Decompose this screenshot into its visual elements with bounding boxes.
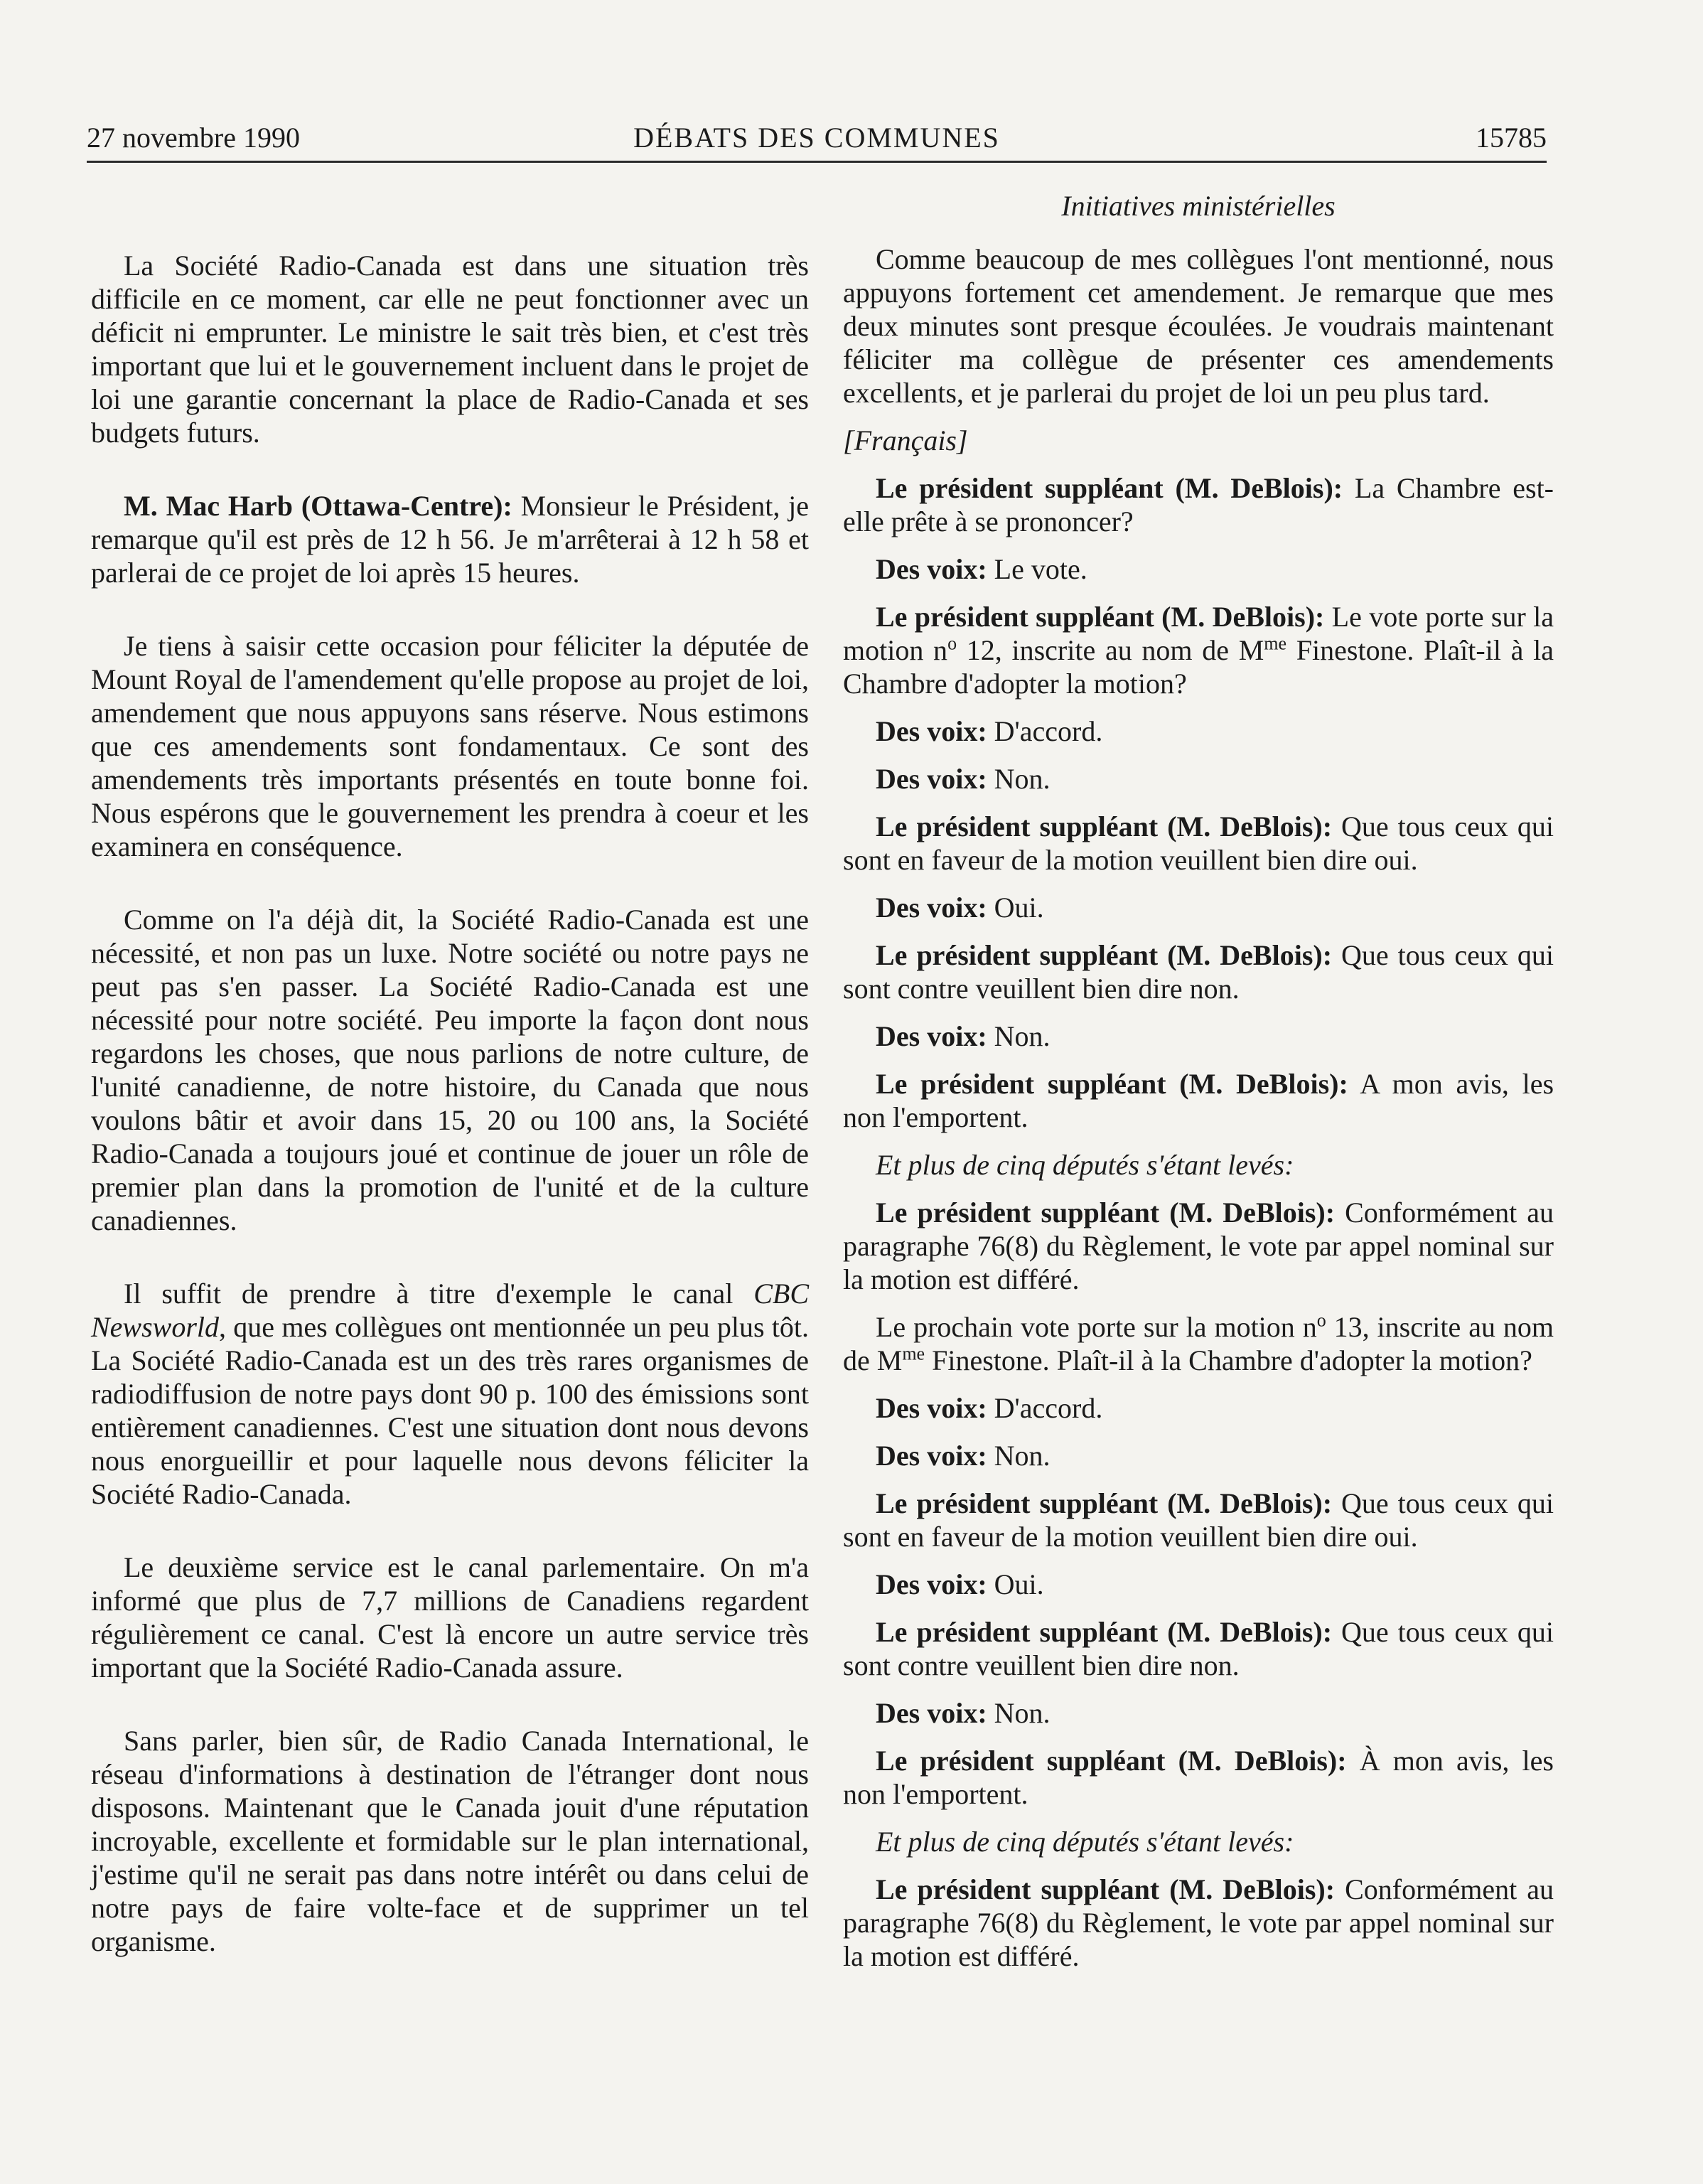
speech-chair: Le président suppléant (M. DeBlois): Conformément au paragraphe 76(8) du Règlement, le vote par appel nominal sur la motion est différé.	[843, 1873, 1554, 1972]
stage-direction: Et plus de cinq députés s'étant levés:	[876, 1149, 1294, 1181]
speech-voices: Des voix: Non.	[876, 1020, 1051, 1052]
speech-chair: Le président suppléant (M. DeBlois): Conformément au paragraphe 76(8) du Règlement, le vote par appel nominal sur la motion est différé.	[843, 1197, 1554, 1295]
header-date: 27 novembre 1990	[87, 122, 300, 154]
speech-voices: Des voix: Non.	[876, 1697, 1051, 1729]
speech-voices: Des voix: Non.	[876, 763, 1051, 795]
speech-chair: Le président suppléant (M. DeBlois): Que tous ceux qui sont contre veuillent bien dire non.	[843, 1616, 1554, 1681]
speech-voices: Des voix: Oui.	[876, 1568, 1044, 1600]
speech-voices: Des voix: Oui.	[876, 892, 1044, 924]
language-marker: [Français]	[843, 424, 968, 456]
left-column	[91, 249, 809, 1998]
speech-chair: Le président suppléant (M. DeBlois): Que tous ceux qui sont contre veuillent bien dire non.	[843, 939, 1554, 1005]
speech-chair: Le président suppléant (M. DeBlois): À mon avis, les non l'emportent.	[843, 1745, 1554, 1810]
page-header	[87, 114, 1547, 163]
speech-chair: Le président suppléant (M. DeBlois): Le vote porte sur la motion $n^o$ 12, inscrite au nom de $M^{me}$ Finestone. Plaît-il à la Chambre d'adopter la motion?	[843, 601, 1554, 700]
paragraph: Le prochain vote porte sur la motion $n^o$ 13, inscrite au nom de $M^{me}$ Finestone. Plaît-il à la Chambre d'adopter la motion?	[843, 1310, 1554, 1376]
speech-voices: Des voix: D'accord.	[876, 715, 1103, 747]
section-title: Initiatives ministérielles	[1061, 190, 1336, 222]
paragraph: La Société Radio-Canada est dans une situation très difficile en ce moment, car elle ne peut fonctionner avec un déficit ni emprunter. Le ministre le sait très bien, et c'est très important que lui et le gouvernement incluent dans le projet de loi une garantie concernant la place de Radio-Canada et ses budgets futurs.	[91, 250, 809, 449]
speech-voices: Des voix: Non.	[876, 1440, 1051, 1472]
paragraph: Comme on l'a déjà dit, la Société Radio-Canada est une nécessité, et non pas un luxe. Notre société ou notre pays ne peut pas s'en passer. La Société Radio-Canada est une nécessité pour notre société. Peu importe la façon dont nous regardons les choses, que nous parlions de notre culture, de l'unité canadienne, de notre histoire, du Canada que nous voulons bâtir et avoir dans 15, 20 ou 100 ans, la Société Radio-Canada a toujours joué et continue de jouer un rôle de premier plan dans la promotion de l'unité et de la culture canadiennes.	[91, 904, 809, 1236]
speech-chair: Le président suppléant (M. DeBlois): Que tous ceux qui sont en faveur de la motion veuillent bien dire oui.	[843, 810, 1554, 876]
speech-voices: Des voix: D'accord.	[876, 1392, 1103, 1424]
paragraph: Il suffit de prendre à titre d'exemple le canal CBC Newsworld, que mes collègues ont mentionnée un peu plus tôt. La Société Radio-Canada est un des très rares organismes de radiodiffusion de notre pays dont 90 p. 100 des émissions sont entièrement canadiennes. C'est une situation dont nous devons nous enorgueillir et pour laquelle nous devons féliciter la Société Radio-Canada.	[91, 1278, 809, 1510]
speech-voices: Des voix: Le vote.	[876, 553, 1087, 585]
stage-direction: Et plus de cinq députés s'étant levés:	[876, 1826, 1294, 1858]
paragraph: Comme beaucoup de mes collègues l'ont mentionné, nous appuyons fortement cet amendement. Je remarque que mes deux minutes sont presque écoulées. Je voudrais maintenant féliciter ma collègue de présenter ces amendements excellents, et je parlerai du projet de loi un peu plus tard.	[843, 243, 1554, 409]
paragraph: Le deuxième service est le canal parlementaire. On m'a informé que plus de 7,7 millions de Canadiens regardent régulièrement ce canal. C'est là encore un autre service très important que la Société Radio-Canada assure.	[91, 1551, 809, 1684]
paragraph: M. Mac Harb (Ottawa-Centre): Monsieur le Président, je remarque qu'il est près de 12 h 56. Je m'arrêterai à 12 h 58 et parlerai de ce projet de loi après 15 heures.	[91, 490, 810, 589]
speech-chair: Le président suppléant (M. DeBlois): La Chambre est-elle prête à se prononcer?	[843, 472, 1554, 537]
speaker-name: M. Mac Harb (Ottawa-Centre):	[124, 490, 512, 522]
speech-chair: Le président suppléant (M. DeBlois): Que tous ceux qui sont en faveur de la motion veuillent bien dire oui.	[843, 1487, 1554, 1553]
right-column	[843, 189, 1554, 1987]
speech-chair: Le président suppléant (M. DeBlois): A mon avis, les non l'emportent.	[843, 1068, 1554, 1133]
paragraph: Je tiens à saisir cette occasion pour féliciter la députée de Mount Royal de l'amendement qu'elle propose au projet de loi, amendement que nous appuyons sans réserve. Nous estimons que ces amendements sont fondamentaux. Ce sont des amendements très importants présentés en toute bonne foi. Nous espérons que le gouvernement les prendra à coeur et les examinera en conséquence.	[91, 630, 809, 862]
paragraph: Sans parler, bien sûr, de Radio Canada International, le réseau d'informations à destination de l'étranger dont nous disposons. Maintenant que le Canada jouit d'une réputation incroyable, excellente et formidable sur le plan international, j'estime qu'il ne serait pas dans notre intérêt ou dans celui de notre pays de faire volte-face et de supprimer un tel organisme.	[91, 1725, 809, 1957]
header-title: DÉBATS DES COMMUNES	[633, 122, 1000, 154]
header-page-number: 15785	[1476, 122, 1547, 154]
